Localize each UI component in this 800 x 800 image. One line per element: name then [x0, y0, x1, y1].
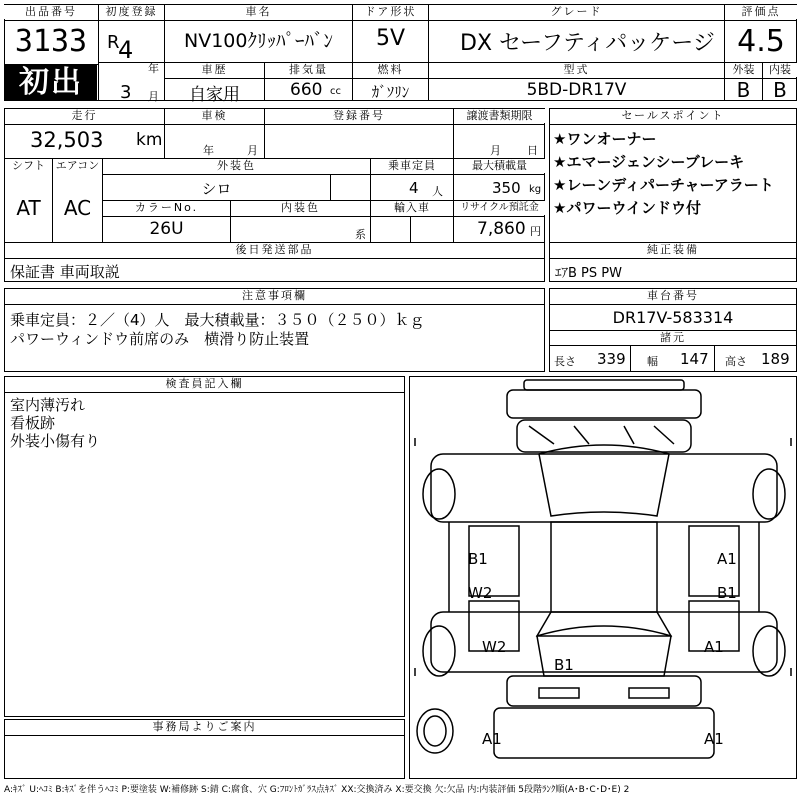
damage-mark: W2	[468, 584, 493, 602]
chassis-number-label: 車台番号	[550, 289, 796, 303]
chassis-number: DR17V-583314	[612, 308, 734, 327]
dimensions-label: 諸元	[550, 331, 796, 345]
office-guidance-label: 事務局よりご案内	[5, 720, 404, 734]
color-number: 26U	[149, 219, 184, 239]
first-listing-badge: 初出	[5, 65, 97, 100]
width: 147	[680, 350, 709, 368]
displacement-unit: cc	[330, 86, 341, 97]
import-label: 輸入車	[371, 201, 453, 215]
registration-month: 3	[120, 82, 132, 103]
sales-point-item: ★レーンディパーチャーアラート	[553, 176, 774, 194]
grade: DX セーフティパッケージ	[460, 31, 715, 56]
interior-color-label: 内装色	[231, 201, 370, 215]
recycle-deposit: 7,860	[477, 219, 526, 239]
factory-equipment: ｴｱB PS PW	[555, 266, 622, 281]
width-label: 幅	[647, 355, 658, 368]
mileage-label: 走行	[5, 109, 164, 123]
sales-point-item: ★パワーウインドウ付	[553, 199, 701, 217]
model-code-label: 型式	[429, 63, 724, 77]
transfer-day-unit: 日	[527, 144, 538, 157]
interior-color-suffix: 系	[355, 228, 366, 241]
exterior-color: シロ	[201, 180, 232, 198]
first-registration-label: 初度登録	[99, 5, 164, 19]
recycle-deposit-unit: 円	[530, 225, 541, 238]
sales-point-item: ★ワンオーナー	[553, 130, 657, 148]
capacity-label: 乗車定員	[371, 159, 453, 173]
sales-point-item: ★エマージェンシーブレーキ	[553, 153, 745, 171]
grade-label: グレード	[429, 5, 724, 19]
damage-mark: A1	[717, 550, 737, 568]
notes-line: パワーウィンドウ前席のみ 横滑り防止装置	[10, 330, 310, 348]
displacement: 660	[290, 80, 323, 100]
fuel-type: ｶﾞｿﾘﾝ	[371, 83, 410, 101]
vehicle-history: 自家用	[189, 85, 240, 105]
damage-legend: A:ｷｽﾞ U:ﾍｺﾐ B:ｷｽﾞを伴うﾍｺﾐ P:要塗装 W:補修跡 S:錆 C:腐食、穴 G:ﾌﾛﾝﾄｶﾞﾗｽ点ｷｽﾞ XX:交換済み X:要交換 欠:欠品 内:内装評価 5段階ﾗﾝｸ順(A･B･C･D･E) 2	[4, 785, 630, 795]
exterior-grade-label: 外装	[725, 63, 762, 77]
color-number-label: カラーNo.	[103, 201, 230, 215]
inspection-label: 車検	[165, 109, 264, 123]
car-damage-diagram	[409, 376, 797, 779]
era: R	[107, 32, 120, 53]
length-label: 長さ	[554, 355, 576, 368]
shift: AT	[16, 196, 41, 220]
recycle-deposit-label: リサイクル預託金	[454, 201, 545, 215]
notes-label: 注意事項欄	[5, 289, 544, 303]
notes-line: 乗車定員：２／（4）人 最大積載量：３５０（２５０）ｋｇ	[10, 311, 425, 329]
height: 189	[761, 350, 790, 368]
max-load-label: 最大積載量	[454, 159, 545, 173]
registration-year: 4	[118, 36, 134, 64]
mileage: 32,503	[30, 128, 104, 152]
year-unit: 年	[148, 62, 159, 75]
air-conditioner: AC	[63, 196, 92, 220]
car-name-label: 車名	[165, 5, 352, 19]
month-unit: 月	[148, 90, 159, 103]
lot-number: 3133	[14, 24, 88, 59]
overall-score: 4.5	[737, 24, 785, 59]
delivery-parts: 保証書 車両取説	[10, 263, 120, 281]
transfer-month-unit: 月	[490, 144, 501, 157]
exterior-grade: B	[736, 78, 751, 102]
delivery-parts-label: 後日発送部品	[5, 243, 544, 257]
capacity-unit: 人	[432, 185, 443, 198]
damage-mark: A1	[704, 638, 724, 656]
damage-mark: W2	[482, 638, 507, 656]
lot-number-label: 出品番号	[4, 5, 98, 19]
transfer-deadline-label: 譲渡書類期限	[454, 109, 545, 123]
score-label: 評価点	[725, 5, 797, 19]
inspector-note: 外装小傷有り	[10, 432, 101, 450]
air-conditioner-label: エアコン	[53, 159, 102, 173]
damage-mark: B1	[554, 656, 574, 674]
max-load: 350	[492, 179, 521, 197]
door-type: 5V	[375, 26, 406, 51]
interior-grade: B	[773, 78, 787, 102]
capacity: 4	[409, 179, 419, 197]
interior-grade-label: 内装	[763, 63, 797, 77]
damage-mark: B1	[468, 550, 488, 568]
inspector-panel	[4, 376, 405, 717]
inspection-month-unit: 月	[247, 144, 258, 157]
inspector-note: 看板跡	[10, 414, 56, 432]
damage-mark: A1	[482, 730, 502, 748]
door-label: ドア形状	[353, 5, 428, 19]
inspection-year-unit: 年	[203, 144, 214, 157]
car-name: NV100ｸﾘｯﾊﾟｰﾊﾞﾝ	[184, 30, 333, 52]
damage-mark: A1	[704, 730, 724, 748]
history-label: 車歴	[165, 63, 264, 77]
fuel-label: 燃料	[353, 63, 428, 77]
equipment-label: 純正装備	[550, 243, 796, 257]
sales-points-label: セールスポイント	[550, 109, 796, 123]
exterior-color-label: 外装色	[103, 159, 370, 173]
mileage-unit: km	[136, 130, 163, 150]
registration-number-label: 登録番号	[265, 109, 453, 123]
damage-mark: B1	[717, 584, 737, 602]
length: 339	[597, 350, 626, 368]
displacement-label: 排気量	[265, 63, 352, 77]
inspector-notes-label: 検査員記入欄	[5, 377, 404, 391]
inspector-note: 室内薄汚れ	[10, 396, 86, 414]
shift-label: シフト	[5, 159, 52, 173]
max-load-unit: kg	[529, 184, 542, 195]
height-label: 高さ	[725, 355, 747, 368]
model-code: 5BD-DR17V	[526, 80, 627, 100]
